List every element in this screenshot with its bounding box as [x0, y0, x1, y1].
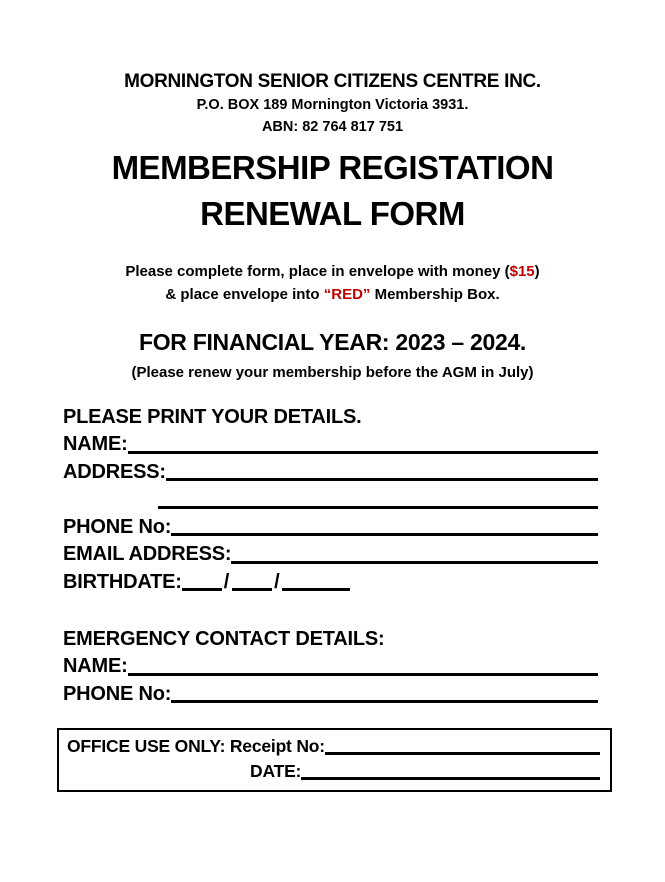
emergency-name-fill-line — [128, 673, 598, 676]
field-row-birthdate — [63, 569, 598, 597]
renew-note: (Please renew your membership before the AGM in July) — [131, 364, 534, 381]
instructions-line1-close: ) — [534, 263, 540, 280]
phone-label: PHONE No: — [63, 515, 172, 538]
field-row-emergency-phone — [63, 681, 598, 709]
instructions-line2 — [0, 283, 665, 306]
name-fill-line — [128, 451, 598, 454]
form-title-line2: RENEWAL FORM — [200, 195, 465, 232]
address-fill-line-2 — [158, 506, 598, 509]
instructions — [0, 260, 665, 306]
field-row-name — [63, 431, 598, 459]
org-abn: ABN: 82 764 817 751 — [261, 119, 404, 135]
instructions-line1 — [0, 260, 665, 283]
org-header — [0, 0, 665, 138]
birthdate-year-line — [282, 588, 350, 591]
birthdate-slash-2: / — [274, 570, 280, 593]
birthdate-label: BIRTHDATE: — [63, 570, 182, 593]
email-fill-line — [231, 561, 598, 564]
office-row-receipt — [67, 734, 600, 759]
emergency-contact-section — [63, 626, 598, 708]
office-use-box — [57, 728, 612, 792]
org-address: P.O. BOX 189 Mornington Victoria 3931. — [196, 97, 469, 113]
form-title — [0, 145, 665, 237]
details-heading: PLEASE PRINT YOUR DETAILS. — [63, 406, 362, 428]
birthdate-month-line — [232, 588, 272, 591]
org-name: MORNINGTON SENIOR CITIZENS CENTRE INC. — [124, 71, 541, 92]
field-row-email — [63, 541, 598, 569]
field-row-address-continued — [63, 486, 598, 514]
emergency-heading: EMERGENCY CONTACT DETAILS: — [63, 628, 385, 650]
instructions-line1-text: Please complete form, place in envelope with money ( — [125, 263, 510, 280]
address-label: ADDRESS: — [63, 460, 166, 483]
emergency-phone-label: PHONE No: — [63, 682, 172, 705]
member-details-section — [63, 404, 598, 596]
field-row-emergency-name — [63, 653, 598, 681]
office-row-date — [250, 759, 600, 784]
date-fill-line — [301, 777, 600, 780]
field-row-phone — [63, 514, 598, 542]
emergency-phone-fill-line — [171, 700, 598, 703]
money-amount: $15 — [509, 263, 535, 280]
field-row-address — [63, 459, 598, 487]
birthdate-day-line — [182, 588, 222, 591]
financial-year-heading: FOR FINANCIAL YEAR: 2023 – 2024. — [138, 329, 527, 355]
receipt-fill-line — [325, 752, 600, 755]
office-date-label: DATE: — [250, 761, 302, 781]
email-label: EMAIL ADDRESS: — [63, 543, 232, 565]
emergency-name-label: NAME: — [63, 655, 128, 677]
instructions-line2-end: Membership Box. — [370, 286, 500, 303]
form-title-line1: MEMBERSHIP REGISTATION — [111, 149, 554, 186]
red-box-word: “RED” — [323, 286, 371, 303]
address-fill-line — [166, 478, 598, 481]
phone-fill-line — [171, 533, 598, 536]
office-use-receipt-label: OFFICE USE ONLY: Receipt No: — [67, 736, 325, 756]
birthdate-slash-1: / — [223, 570, 230, 593]
instructions-line2-text: & place envelope into — [165, 286, 324, 303]
name-label: NAME: — [63, 433, 128, 455]
